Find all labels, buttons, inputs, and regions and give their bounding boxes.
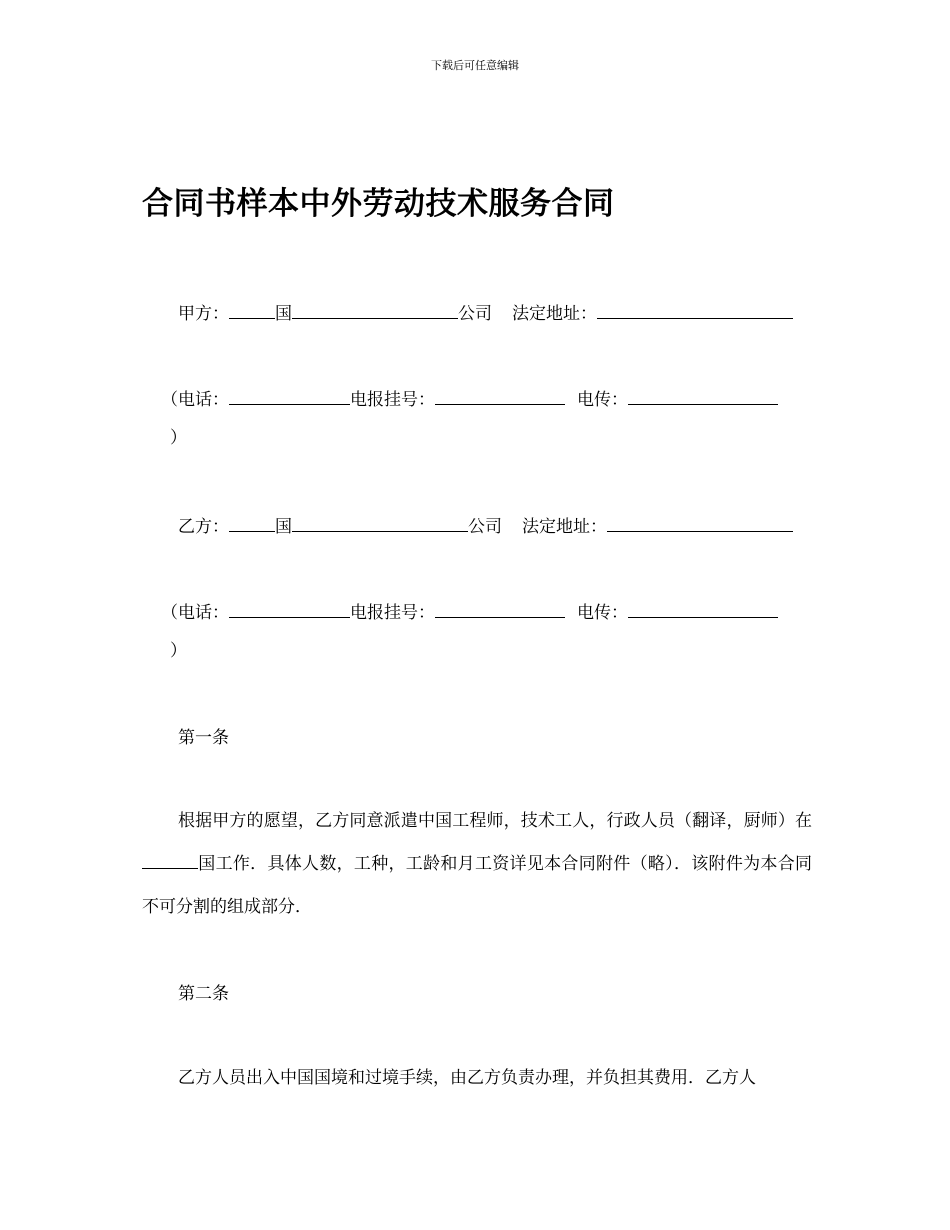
article1-body <box>142 800 812 929</box>
party-b-address-label: 法定地址： <box>522 517 607 537</box>
party-a-fax-label: 电传： <box>577 390 628 410</box>
party-b-fax-label: 电传： <box>577 603 628 623</box>
party-a-open-paren: （ <box>161 390 178 410</box>
party-a-phone-label: 电话： <box>178 390 229 410</box>
party-a-country-suffix: 国 <box>275 304 292 324</box>
party-b-address-blank[interactable] <box>607 514 793 532</box>
party-b-contact-line <box>161 600 778 624</box>
party-a-telegraph-blank[interactable] <box>435 387 565 405</box>
party-a-close-paren: ） <box>170 428 187 448</box>
party-b-label: 乙方： <box>178 517 229 537</box>
party-b-phone-label: 电话： <box>178 603 229 623</box>
document-title: 合同书样本中外劳动技术服务合同 <box>142 186 615 222</box>
party-b-line <box>178 514 793 538</box>
party-b-fax-blank[interactable] <box>628 600 778 618</box>
article1-country-blank[interactable] <box>142 851 198 869</box>
party-b-phone-blank[interactable] <box>229 600 350 618</box>
article2-heading: 第二条 <box>178 984 229 1004</box>
party-b-open-paren: （ <box>161 603 178 623</box>
party-b-company-suffix: 公司 <box>468 517 502 537</box>
party-a-telegraph-label: 电报挂号： <box>350 390 435 410</box>
party-b-close-paren: ） <box>170 641 187 661</box>
party-a-label: 甲方： <box>178 304 229 324</box>
party-b-telegraph-blank[interactable] <box>435 600 565 618</box>
party-a-company-blank[interactable] <box>292 301 458 319</box>
party-a-fax-blank[interactable] <box>628 387 778 405</box>
party-a-phone-blank[interactable] <box>229 387 350 405</box>
page-header-note: 下载后可任意编辑 <box>431 59 519 72</box>
party-a-country-blank[interactable] <box>229 301 275 319</box>
party-a-line <box>178 301 793 325</box>
party-b-country-suffix: 国 <box>275 517 292 537</box>
party-b-company-blank[interactable] <box>292 514 468 532</box>
party-a-company-suffix: 公司 <box>458 304 492 324</box>
party-b-telegraph-label: 电报挂号： <box>350 603 435 623</box>
party-b-country-blank[interactable] <box>229 514 275 532</box>
article1-heading: 第一条 <box>178 728 229 748</box>
article1-text-after-blank: 国工作．具体人数，工种，工龄和月工资详见本合同附件（略）．该附件为本合同不可分割的组成部分． <box>142 854 812 917</box>
article1-text-before-blank: 根据甲方的愿望，乙方同意派遣中国工程师，技术工人，行政人员（翻译，厨师）在 <box>178 811 812 831</box>
party-a-address-blank[interactable] <box>597 301 793 319</box>
party-a-address-label: 法定地址： <box>512 304 597 324</box>
article2-body: 乙方人员出入中国国境和过境手续，由乙方负责办理，并负担其费用．乙方人 <box>178 1068 756 1088</box>
party-a-contact-line <box>161 387 778 411</box>
